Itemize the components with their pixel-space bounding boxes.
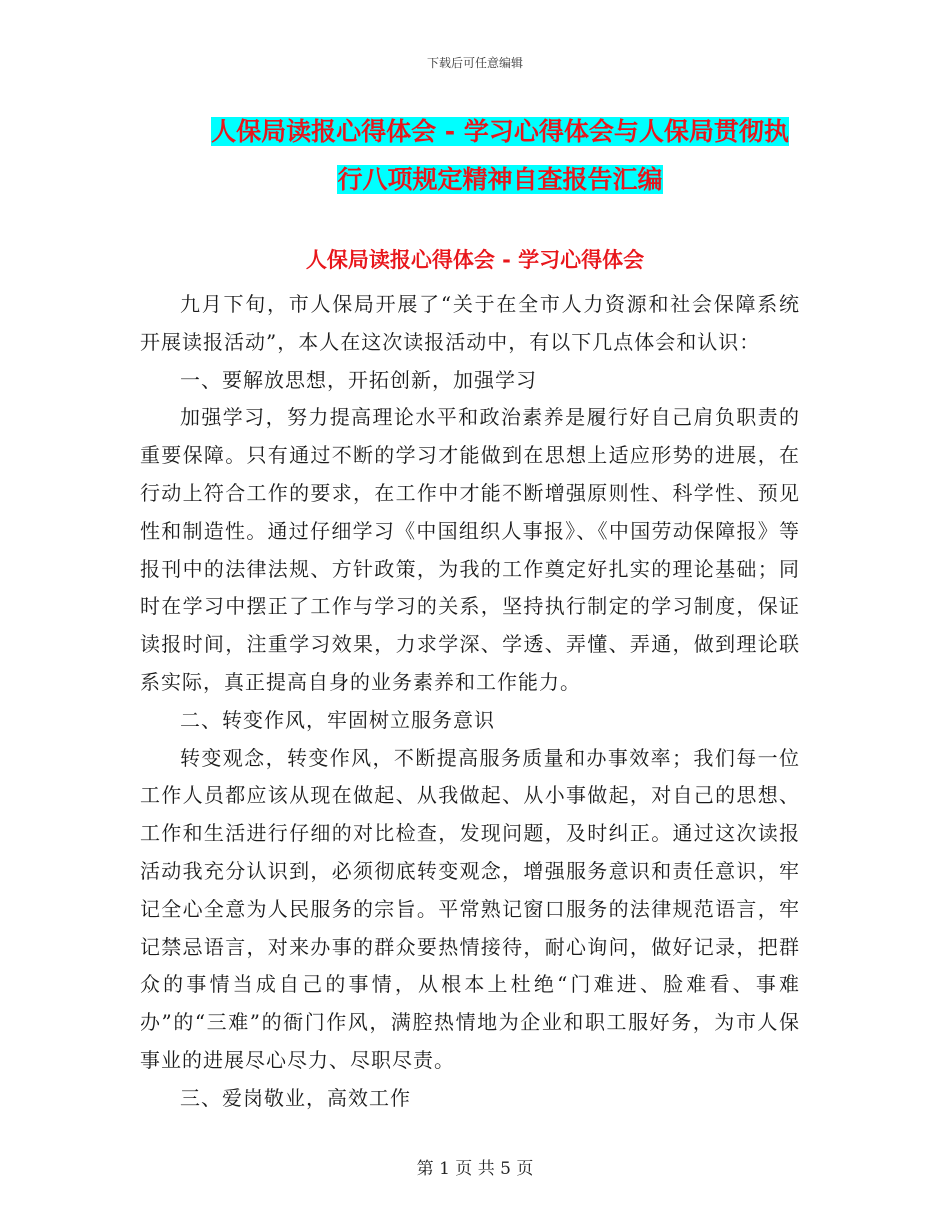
heading-point-3: 三、爱岗敬业，高效工作: [180, 1085, 411, 1110]
document-title: [140, 108, 860, 204]
paragraph-intro: 九月下旬，市人保局开展了“关于在全市人力资源和社会保障系统开展读报活动”，本人在这次读报活动中，有以下几点体会和认识：: [140, 292, 800, 354]
header-note: 下载后可任意编辑: [426, 56, 523, 70]
document-title-line-1: 人保局读报心得体会 - 学习心得体会与人保局贯彻执: [211, 117, 789, 146]
page-footer: 第 1 页 共 5 页: [416, 1159, 534, 1179]
paragraph-point-2: 转变观念，转变作风，不断提高服务质量和办事效率；我们每一位工作人员都应该从现在做起、从我做起、从小事做起，对自己的思想、工作和生活进行仔细的对比检查，发现问题，及时纠正。通过这次读报活动我充分认识到，必须彻底转变观念，增强服务意识和责任意识，牢记全心全意为人民服务的宗旨。平常熟记窗口服务的法律规范语言，牢记禁忌语言，对来办事的群众要热情接待，耐心询问，做好记录，把群众的事情当成自己的事情，从根本上杜绝“门难进、脸难看、事难办”的“三难”的衙门作风，满腔热情地为企业和职工服好务，为市人保事业的进展尽心尽力、尽职尽责。: [140, 745, 800, 1072]
document-body: [140, 286, 800, 1118]
heading-point-2: 二、转变作风，牢固树立服务意识: [180, 707, 495, 732]
document-title-line-2: 行八项规定精神自查报告汇编: [337, 165, 663, 194]
paragraph-point-1: 加强学习，努力提高理论水平和政治素养是履行好自己肩负职责的重要保障。只有通过不断的学习才能做到在思想上适应形势的进展，在行动上符合工作的要求，在工作中才能不断增强原则性、科学性、预见性和制造性。通过仔细学习《中国组织人事报》、《中国劳动保障报》等报刊中的法律法规、方针政策，为我的工作奠定好扎实的理论基础；同时在学习中摆正了工作与学习的关系，坚持执行制定的学习制度，保证读报时间，注重学习效果，力求学深、学透、弄懂、弄通，做到理论联系实际，真正提高自身的业务素养和工作能力。: [140, 405, 800, 694]
section-title: 人保局读报心得体会 - 学习心得体会: [305, 248, 645, 272]
heading-point-1: 一、要解放思想，开拓创新，加强学习: [180, 367, 537, 392]
